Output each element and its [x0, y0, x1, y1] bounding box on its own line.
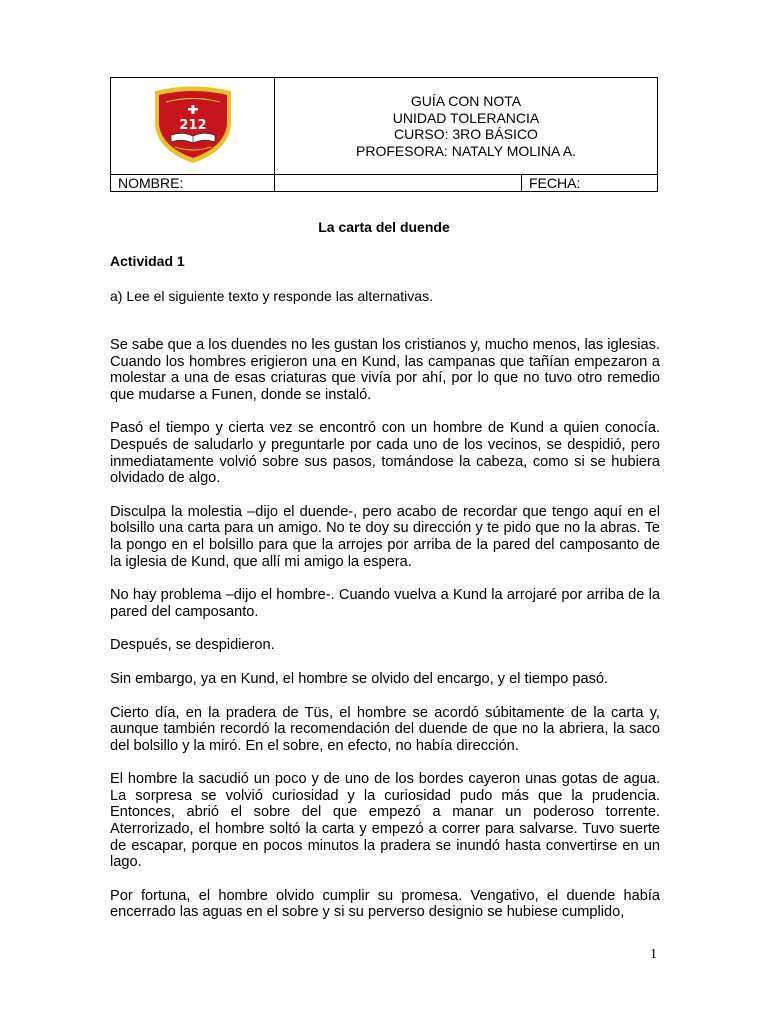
document-title: La carta del duende: [318, 219, 450, 235]
logo-number: 212: [178, 117, 207, 133]
title-block: [275, 78, 658, 175]
school-crest-logo: [151, 85, 235, 165]
title-line: GUÍA CON NOTA: [410, 93, 522, 109]
header-table: [110, 77, 658, 192]
name-label: NOMBRE:: [111, 175, 275, 192]
story-paragraph: El hombre la sacudió un poco y de uno de los bordes cayeron unas gotas de agua. La sorpresa se volvió curiosidad y la curiosidad pudo más que la prudencia. Entonces, abrió el sobre del que empezó a manar un poderoso torrente. Aterrorizado, el hombre soltó la carta y empezó a correr para salvarse. Tuvo suerte de escapar, porque en pocos minutos la pradera se inundó hasta convertirse en un lago.: [110, 771, 660, 871]
page-number: 1: [650, 947, 657, 962]
date-label[interactable]: FECHA:: [522, 175, 658, 192]
story-paragraph: Pasó el tiempo y cierta vez se encontró con un hombre de Kund a quien conocía. Después de saludarlo y preguntarle por cada uno de los vecinos, se despidió, pero inmediatamente volvió sobre sus pasos, tomándose la cabeza, como si se hubiera olvidado de algo.: [110, 420, 660, 487]
title-line: PROFESORA: NATALY MOLINA A.: [356, 142, 576, 159]
svg-text:· · · · · · · · · ·: · · · · · · · · · ·: [180, 95, 205, 101]
instruction-text: a) Lee el siguiente texto y responde las alternativas.: [110, 288, 433, 304]
activity-heading: Actividad 1: [110, 253, 185, 269]
story-paragraph: Cierto día, en la pradera de Tüs, el hombre se acordó súbitamente de la carta y, aunque también recordó la recomendación del duende de que no la abriera, la saco del bolsillo y la miró. En el sobre, en efecto, no había dirección.: [110, 704, 660, 754]
story-paragraph: Se sabe que a los duendes no les gustan los cristianos y, mucho menos, las iglesias. Cuando los hombres erigieron una en Kund, las campanas que tañían empezaron a molestar a una de esas criaturas que vivía por ahí, por lo que no tuvo otro remedio que mudarse a Funen, donde se instaló.: [110, 337, 660, 403]
logo-cell: [111, 78, 275, 175]
name-field[interactable]: [275, 175, 522, 192]
story-paragraph: Disculpa la molestia –dijo el duende-, pero acabo de recordar que tengo aquí en el bolsillo una carta para un amigo. No te doy su dirección y te pido que no la abras. Te la pongo en el bolsillo para que la arrojes por arriba de la pared del camposanto de la iglesia de Kund, que allí mi amigo la espera.: [110, 503, 660, 570]
title-line: CURSO: 3RO BÁSICO: [394, 126, 538, 142]
title-line: UNIDAD TOLERANCIA: [392, 109, 540, 126]
story-paragraph: No hay problema –dijo el hombre-. Cuando vuelva a Kund la arrojaré por arriba de la pared del camposanto.: [110, 587, 660, 620]
story-paragraph: Después, se despidieron.: [110, 637, 275, 654]
story-paragraph: Sin embargo, ya en Kund, el hombre se olvido del encargo, y el tiempo pasó.: [110, 670, 609, 687]
story-paragraph: Por fortuna, el hombre olvido cumplir su promesa. Vengativo, el duende había encerrado las aguas en el sobre y si su perverso designio se hubiese cumplido,: [110, 887, 660, 921]
story-body: [110, 337, 660, 938]
